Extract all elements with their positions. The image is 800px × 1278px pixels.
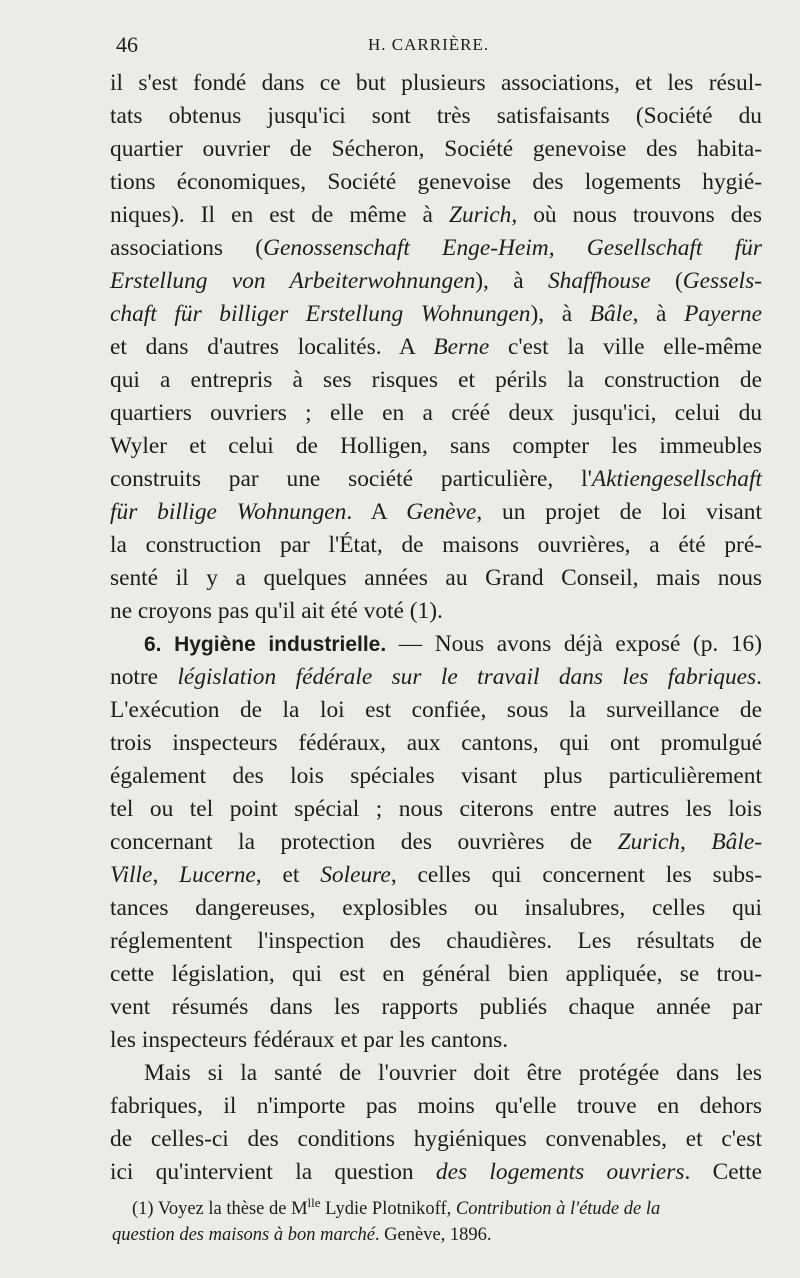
text-line: concernant la protection des ouvrières de Zurich, Bâle- xyxy=(110,829,762,855)
running-head: H. CARRIÈRE. xyxy=(368,35,490,54)
text-line: L'exécution de la loi est confiée, sous la surveillance de xyxy=(110,697,762,723)
text-line: fabriques, il n'importe pas moins qu'elle trouve en dehors xyxy=(110,1093,762,1119)
text-line: construits par une société particulière, l'Aktiengesellschaft xyxy=(110,466,762,492)
text-line: senté il y a quelques années au Grand Conseil, mais nous xyxy=(110,565,762,591)
text-line: niques). Il en est de même à Zurich, où nous trouvons des xyxy=(110,202,762,228)
text-line: les inspecteurs fédéraux et par les cantons. xyxy=(110,1027,509,1053)
section-heading: 6. Hygiène industrielle. xyxy=(144,633,387,656)
footnote-line: question des maisons à bon marché. Genève, 1896. xyxy=(112,1225,492,1245)
text-line: associations (Genossenschaft Enge-Heim, Gesellschaft für xyxy=(110,235,762,261)
text-line: et dans d'autres localités. A Berne c'est la ville elle-même xyxy=(110,334,762,360)
footnote xyxy=(112,1196,767,1248)
text-line: Ville, Lucerne, et Soleure, celles qui concernent les subs- xyxy=(110,862,762,888)
text-line: trois inspecteurs fédéraux, aux cantons, qui ont promulgué xyxy=(110,730,762,756)
text-line: vent résumés dans les rapports publiés chaque année par xyxy=(110,994,762,1020)
text-line: qui a entrepris à ses risques et périls la construction de xyxy=(110,367,762,393)
text-line: Wyler et celui de Holligen, sans compter les immeubles xyxy=(110,433,762,459)
footnote-line: (1) Voyez la thèse de $M^{lle}$ Lydie Plotnikoff, Contribution à l'étude de la xyxy=(132,1194,661,1219)
text-line: tats obtenus jusqu'ici sont très satisfaisants (Société du xyxy=(110,103,762,129)
section-heading-line: 6. Hygiène industrielle. — Nous avons déjà exposé (p. 16) xyxy=(144,631,763,657)
text-line: Erstellung von Arbeiterwohnungen), à Shaffhouse (Gessels- xyxy=(110,268,762,294)
text-line: cette législation, qui est en général bien appliquée, se trou- xyxy=(110,961,762,987)
page-number: 46 xyxy=(116,32,138,57)
text-line: de celles-ci des conditions hygiéniques convenables, et c'est xyxy=(110,1126,762,1152)
text-line: quartier ouvrier de Sécheron, Société genevoise des habita- xyxy=(110,136,762,162)
text-line: réglementent l'inspection des chaudières. Les résultats de xyxy=(110,928,762,954)
text-line: ici qu'intervient la question des logements ouvriers. Cette xyxy=(110,1159,762,1185)
paragraph-start-line: Mais si la santé de l'ouvrier doit être protégée dans les xyxy=(144,1060,762,1086)
text-line: il s'est fondé dans ce but plusieurs associations, et les résul- xyxy=(110,70,762,96)
text-line: tel ou tel point spécial ; nous citerons entre autres les lois xyxy=(110,796,762,822)
text-line: notre législation fédérale sur le travail dans les fabriques. xyxy=(110,664,762,690)
text-line: chaft für billiger Erstellung Wohnungen), à Bâle, à Payerne xyxy=(110,301,762,327)
page-header xyxy=(108,32,768,56)
text-line: également des lois spéciales visant plus particulièrement xyxy=(110,763,762,789)
text-line: la construction par l'État, de maisons ouvrières, a été pré- xyxy=(110,532,762,558)
body-text xyxy=(110,67,762,1189)
text-line: für billige Wohnungen. A Genève, un projet de loi visant xyxy=(110,499,762,525)
text-line: quartiers ouvriers ; elle en a créé deux jusqu'ici, celui du xyxy=(110,400,762,426)
text-line: tances dangereuses, explosibles ou insalubres, celles qui xyxy=(110,895,762,921)
text-line: tions économiques, Société genevoise des logements hygié- xyxy=(110,169,762,195)
text-line: ne croyons pas qu'il ait été voté (1). xyxy=(110,598,443,624)
